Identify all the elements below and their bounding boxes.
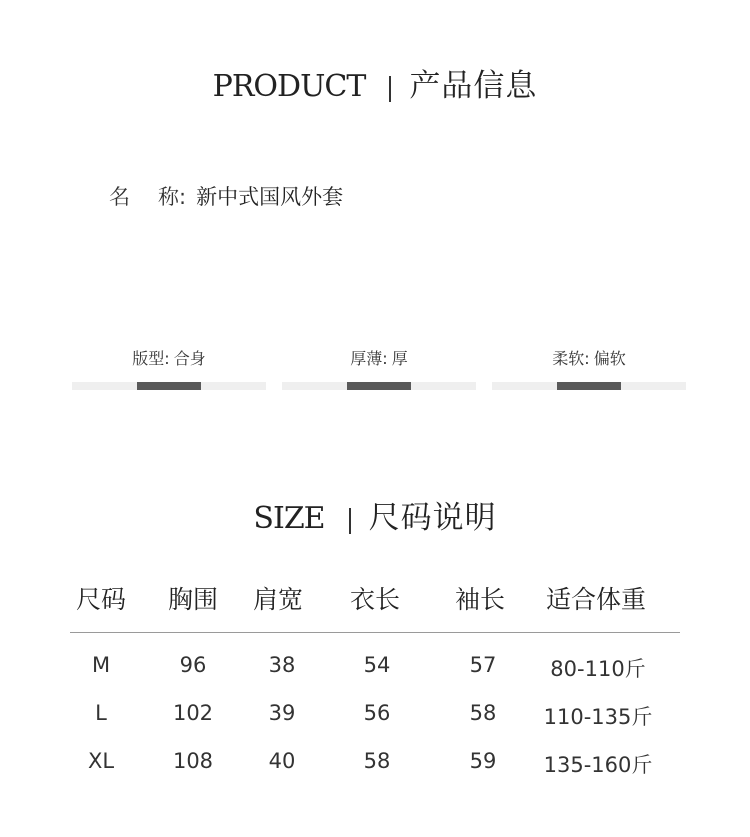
attribute-thickness-text — [282, 346, 476, 369]
table-cell: 80-110斤 — [550, 657, 646, 681]
table-cell: 38 — [268, 653, 296, 677]
product-name-row — [109, 181, 343, 211]
attribute-softness-indicator — [557, 382, 621, 390]
column-header-chest: 胸围 — [167, 585, 219, 614]
table-header-divider — [70, 632, 680, 633]
column-header-length: 衣长 — [349, 585, 401, 614]
table-cell: 110-135斤 — [543, 705, 653, 729]
table-cell: 40 — [268, 749, 296, 773]
attribute-fit — [72, 346, 266, 369]
table-cell: 58 — [469, 701, 497, 725]
table-cell: XL — [87, 749, 115, 773]
attribute-thickness-label: 厚薄: — [350, 349, 388, 368]
table-cell: M — [91, 653, 111, 677]
product-name-value: 新中式国风外套 — [196, 185, 344, 209]
column-header-shoulder: 肩宽 — [252, 585, 304, 614]
table-cell: 39 — [268, 701, 296, 725]
product-name-label — [109, 185, 186, 209]
attribute-softness-label: 柔软: — [552, 349, 590, 368]
attribute-softness-scale — [492, 382, 686, 390]
table-cell: 59 — [469, 749, 497, 773]
product-title-en: PRODUCT — [212, 69, 366, 104]
column-header-sleeve: 袖长 — [454, 585, 506, 614]
size-title-cn: 尺码说明 — [368, 500, 497, 536]
attribute-softness — [492, 346, 686, 369]
product-section-title — [0, 60, 750, 105]
title-divider — [389, 76, 391, 102]
attribute-fit-value: 合身 — [173, 349, 206, 368]
attribute-fit-text — [72, 346, 266, 369]
column-header-weight: 适合体重 — [545, 585, 647, 614]
table-cell: 135-160斤 — [543, 753, 653, 777]
table-cell: 56 — [363, 701, 391, 725]
table-cell: 102 — [172, 701, 214, 725]
attribute-thickness — [282, 346, 476, 369]
table-cell: 58 — [363, 749, 391, 773]
attribute-fit-scale — [72, 382, 266, 390]
attribute-thickness-value: 厚 — [391, 349, 408, 368]
product-title-cn: 产品信息 — [409, 68, 538, 104]
table-cell: 57 — [469, 653, 497, 677]
name-label-char-2: 称: — [158, 185, 187, 209]
column-header-size: 尺码 — [75, 585, 127, 614]
size-title-en: SIZE — [253, 501, 325, 536]
table-cell: 54 — [363, 653, 391, 677]
table-cell: L — [95, 701, 107, 725]
attribute-fit-label: 版型: — [132, 349, 170, 368]
name-label-char-1: 名 — [109, 185, 130, 209]
table-cell: 108 — [172, 749, 214, 773]
attribute-softness-value: 偏软 — [593, 349, 626, 368]
size-section-title — [0, 492, 750, 537]
attribute-fit-indicator — [137, 382, 201, 390]
table-cell: 96 — [179, 653, 207, 677]
attribute-thickness-indicator — [347, 382, 411, 390]
attribute-softness-text — [492, 346, 686, 369]
attribute-thickness-scale — [282, 382, 476, 390]
title-divider — [349, 508, 351, 534]
